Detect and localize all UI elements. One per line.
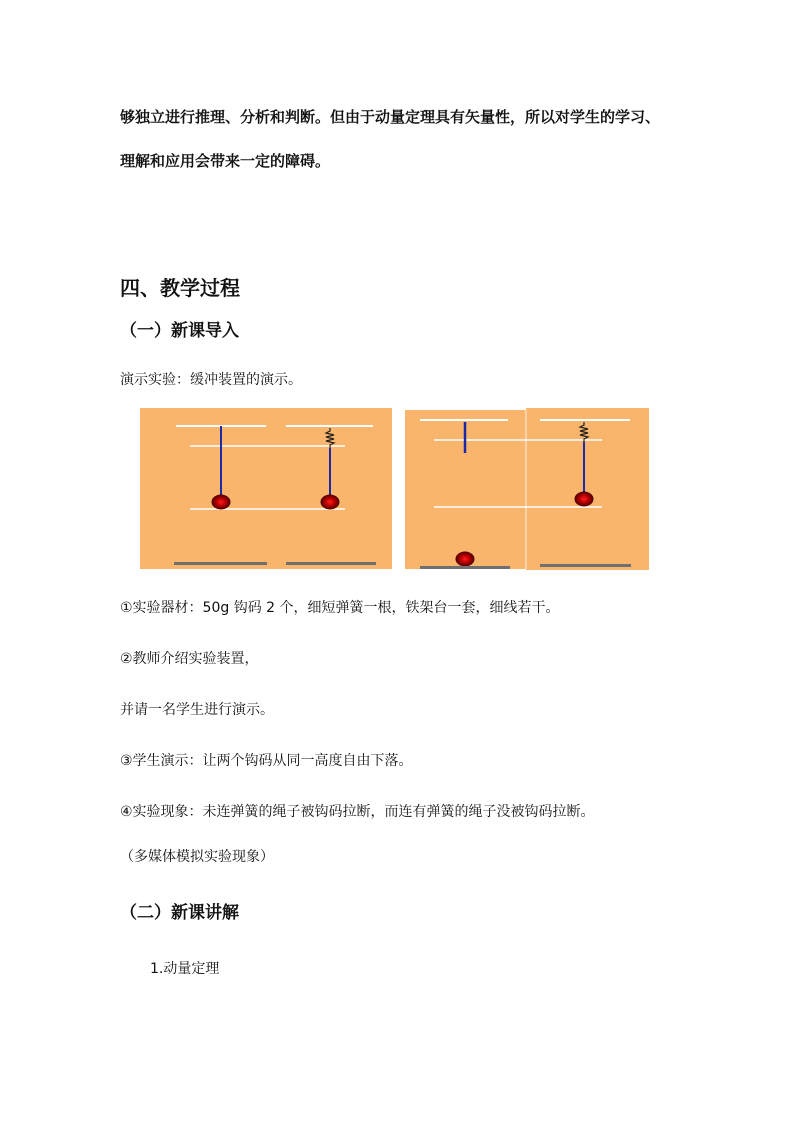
experiment-figure bbox=[140, 406, 650, 571]
list-item-materials: ①实验器材：50g 钩码 2 个，细短弹簧一根，铁架台一套，细线若干。 bbox=[120, 600, 560, 616]
paragraph-line-2: 理解和应用会带来一定的障碍。 bbox=[120, 152, 331, 170]
list-item-student-demo-invite: 并请一名学生进行演示。 bbox=[120, 702, 274, 718]
section-heading-teaching-process: 四、教学过程 bbox=[120, 276, 240, 300]
list-item-student-demo: ③学生演示：让两个钩码从同一高度自由下落。 bbox=[120, 753, 413, 769]
subsection-heading-new-lesson-intro: （一）新课导入 bbox=[120, 321, 239, 341]
panel-background bbox=[140, 408, 392, 569]
numbered-item-momentum-theorem: 1.动量定理 bbox=[150, 961, 220, 977]
demo-intro-text: 演示实验：缓冲装置的演示。 bbox=[120, 372, 302, 388]
list-item-teacher-intro: ②教师介绍实验装置， bbox=[120, 651, 259, 667]
base-right bbox=[286, 562, 376, 565]
multimedia-note: （多媒体模拟实验现象） bbox=[120, 849, 274, 865]
paragraph-line-1: 够独立进行推理、分析和判断。但由于动量定理具有矢量性，所以对学生的学习、 bbox=[120, 108, 661, 126]
subsection-heading-new-lesson-explanation: （二）新课讲解 bbox=[120, 903, 239, 923]
base-right bbox=[540, 564, 631, 567]
base-left bbox=[420, 566, 510, 569]
panel-before-drop bbox=[140, 408, 392, 569]
list-item-phenomenon: ④实验现象：未连弹簧的绳子被钩码拉断，而连有弹簧的绳子没被钩码拉断。 bbox=[120, 804, 595, 820]
buffer-device-illustration bbox=[140, 406, 650, 571]
base-left bbox=[174, 562, 267, 565]
hook-weight-right bbox=[321, 495, 340, 510]
hook-weight-hanging bbox=[575, 492, 594, 507]
hook-weight-left bbox=[212, 495, 231, 510]
panel-after-drop bbox=[405, 408, 649, 570]
hook-weight-fallen bbox=[456, 552, 475, 567]
